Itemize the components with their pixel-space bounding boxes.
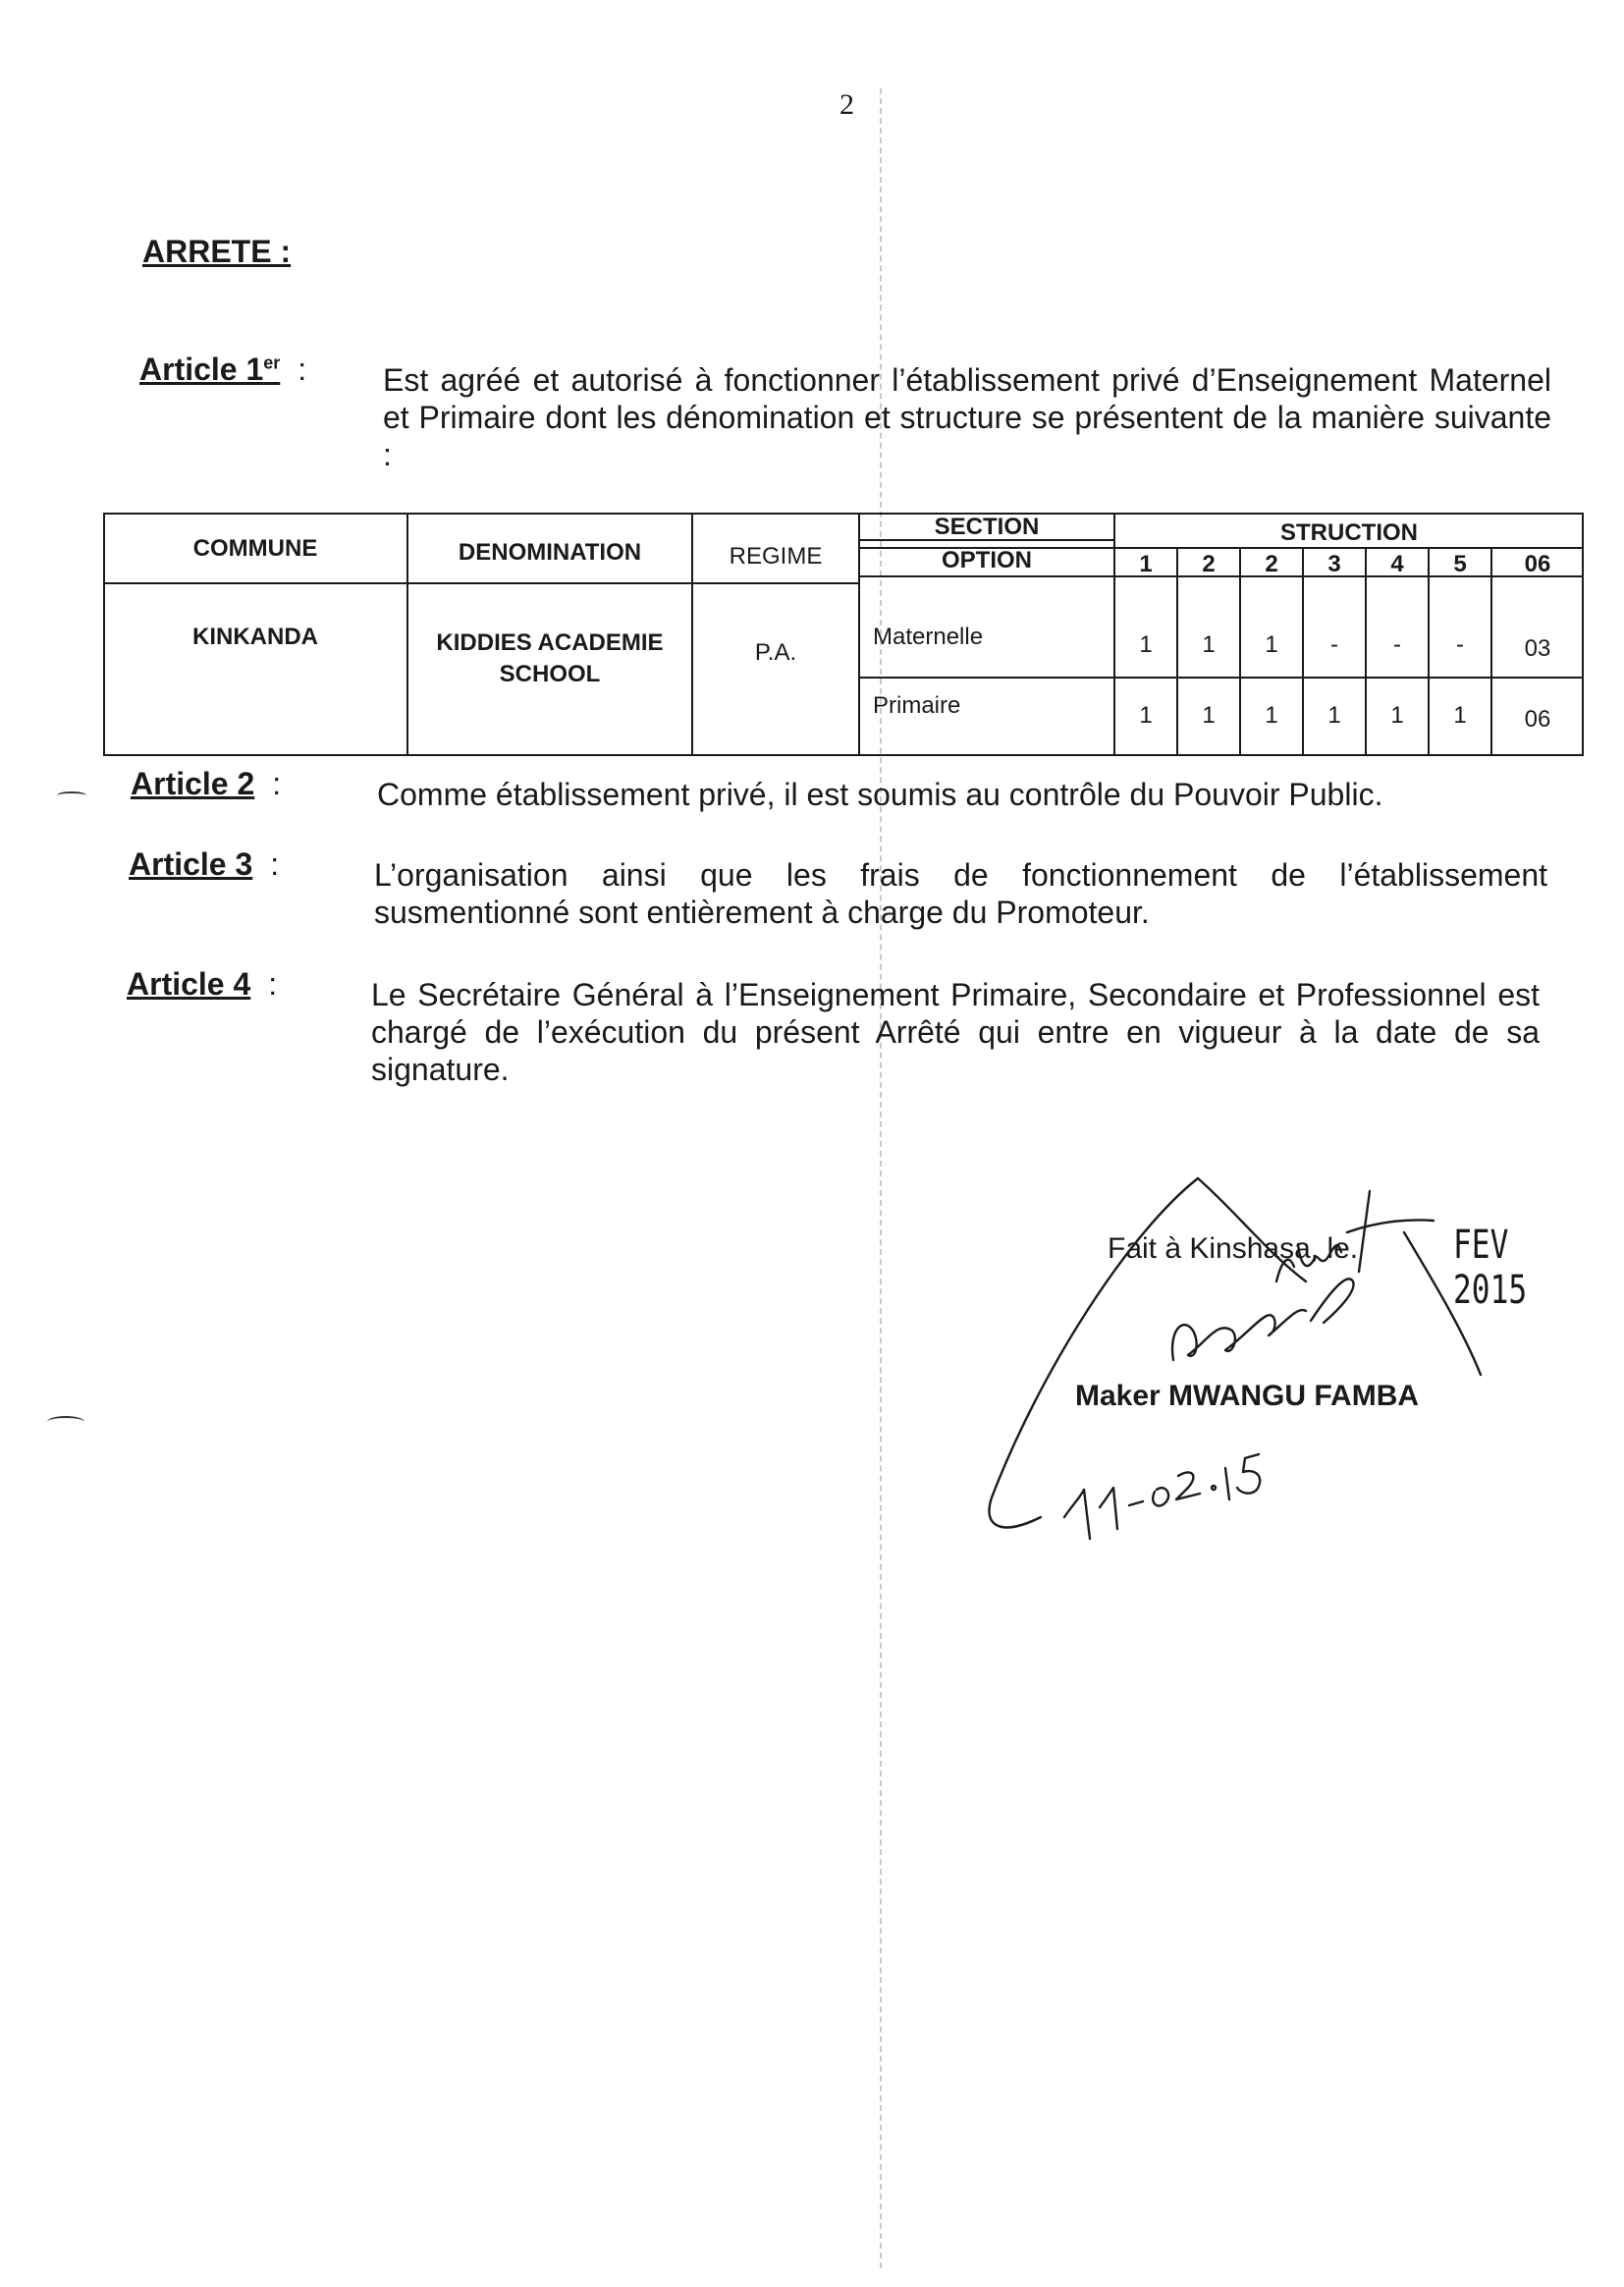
article-3-text: L’organisation ainsi que les frais de fonctionnement de l’établissement susmentionné sont entièrement à charge du Promoteur. xyxy=(374,857,1547,930)
maternelle-value: 1 xyxy=(1202,631,1216,658)
header-option: OPTION xyxy=(941,547,1032,573)
maternelle-value: 1 xyxy=(1265,631,1278,658)
primaire-value: 06 xyxy=(1524,706,1551,733)
primaire-value: 1 xyxy=(1390,702,1404,729)
level-header: 06 xyxy=(1524,551,1551,577)
header-commune: COMMUNE xyxy=(192,535,318,562)
margin-mark-1 xyxy=(57,791,86,799)
maternelle-value: - xyxy=(1393,631,1401,658)
maternelle-value: - xyxy=(1456,631,1464,658)
maternelle-value: 03 xyxy=(1524,635,1551,662)
article-4-label: Article 4 : xyxy=(127,966,278,1002)
section-maternelle: Maternelle xyxy=(873,624,984,650)
denomination-line-2: SCHOOL xyxy=(499,661,601,687)
regime-value: P.A. xyxy=(754,639,797,666)
page-number: 2 xyxy=(839,88,854,121)
margin-mark-2 xyxy=(47,1416,84,1428)
level-header: 1 xyxy=(1139,551,1153,577)
header-regime: REGIME xyxy=(729,543,823,570)
article-2-text: Comme établissement privé, il est soumis au contrôle du Pouvoir Public. xyxy=(377,777,1383,812)
place-date: Fait à Kinshasa, le. xyxy=(1108,1232,1359,1265)
header-denomination: DENOMINATION xyxy=(458,539,642,566)
structure-table xyxy=(103,513,1584,758)
level-header: 4 xyxy=(1390,551,1404,577)
article-1-number: Article 1er xyxy=(139,352,281,387)
date-stamp: FEV 2015 xyxy=(1453,1223,1528,1313)
level-header: 5 xyxy=(1453,551,1467,577)
commune-value: KINKANDA xyxy=(192,624,318,650)
primaire-value: 1 xyxy=(1139,702,1153,729)
header-section: SECTION xyxy=(934,514,1040,540)
article-1-text: Est agréé et autorisé à fonctionner l’établissement privé d’Enseignement Maternel et Primaire dont les dénomination et structure se présentent de la manière suivante : xyxy=(383,362,1551,472)
denomination-line-1: KIDDIES ACADEMIE xyxy=(436,629,664,656)
section-primaire: Primaire xyxy=(873,692,961,719)
article-4-text: Le Secrétaire Général à l’Enseignement Primaire, Secondaire et Professionnel est chargé de l’exécution du présent Arrêté qui entre en vigueur à la date de sa signature. xyxy=(371,977,1540,1087)
article-1-label: Article 1er : xyxy=(139,352,307,387)
maternelle-value: 1 xyxy=(1139,631,1153,658)
signature-block xyxy=(982,1173,1610,1586)
signer-name: Maker MWANGU FAMBA xyxy=(1075,1380,1420,1412)
primaire-value: 1 xyxy=(1265,702,1278,729)
header-struction: STRUCTION xyxy=(1280,519,1418,546)
level-header: 2 xyxy=(1265,551,1278,577)
primaire-value: 1 xyxy=(1202,702,1216,729)
maternelle-value: - xyxy=(1330,631,1338,658)
primaire-value: 1 xyxy=(1453,702,1467,729)
level-header: 3 xyxy=(1327,551,1341,577)
article-3-label: Article 3 : xyxy=(129,846,280,882)
article-2-label: Article 2 : xyxy=(131,766,282,801)
decree-heading: ARRETE : xyxy=(142,234,292,269)
level-header: 2 xyxy=(1202,551,1216,577)
primaire-value: 1 xyxy=(1327,702,1341,729)
